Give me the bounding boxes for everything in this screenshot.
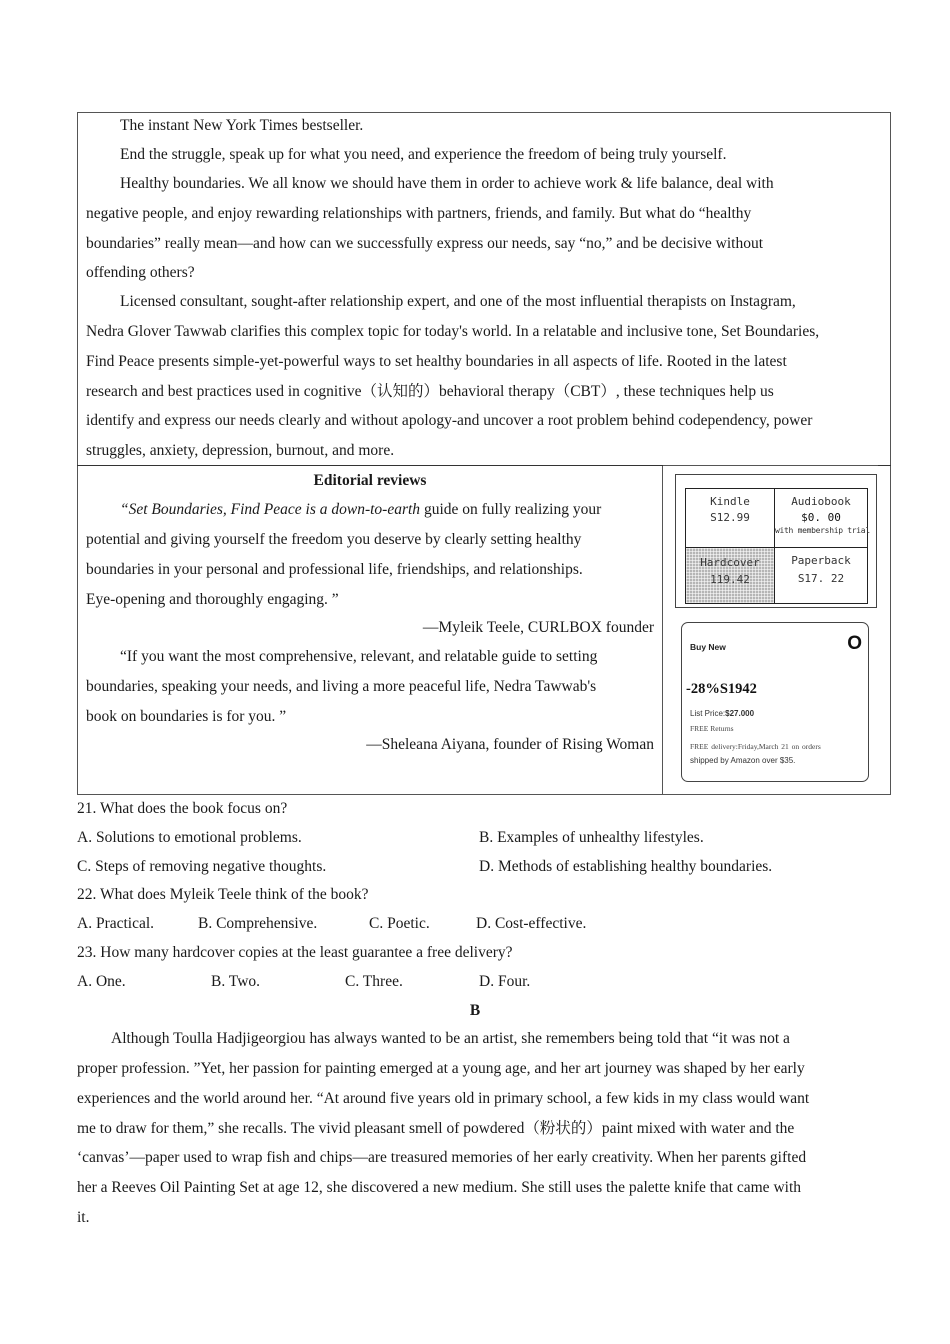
passage-line: ‘canvas’—paper used to wrap fish and chips—are treasured memories of her early creativity. When her parents gifted [77,1149,807,1166]
format-name: Audiobook [791,495,851,508]
format-audiobook[interactable] [775,489,870,548]
row-divider [878,465,891,466]
review-line: potential and giving yourself the freedom you deserve by clearly setting healthy [86,531,582,548]
passage-line: proper profession. ”Yet, her passion for painting emerged at a young age, and her art journey was shaped by her early [77,1060,805,1077]
passage-line: it. [77,1209,90,1226]
desc-line: struggles, anxiety, depression, burnout, and more. [86,442,395,459]
list-price-value: $27.000 [725,709,755,718]
desc-line: Healthy boundaries. We all know we should have them in order to achieve work & life balance, deal with [120,175,774,192]
desc-line: Licensed consultant, sought-after relationship expert, and one of the most influential therapists on Instagram, [120,293,796,310]
question-stem: 22. What does Myleik Teele think of the book? [77,886,369,903]
format-price: S17. 22 [797,572,845,585]
passage-heading: B [469,1002,481,1019]
review-line: “If you want the most comprehensive, relevant, and relatable guide to setting [120,648,598,665]
desc-line: Find Peace presents simple-yet-powerful ways to set healthy boundaries in all aspects of life. Rooted in the latest [86,353,787,370]
format-price: $0. 00 [801,511,841,524]
delivery-info: FREE delivery:Friday,March 21 on orders [690,742,821,751]
format-price: 119.42 [710,573,750,586]
list-price [690,709,754,718]
review-line: Eye-opening and thoroughly engaging. ” [86,591,339,608]
question-stem: 21. What does the book focus on? [77,800,288,817]
free-returns[interactable]: FREE Returns [690,724,734,733]
answer-option[interactable]: D. Cost-effective. [476,915,587,932]
discount-price: -28%S1942 [686,681,757,697]
review-line [120,500,601,520]
passage-line: experiences and the world around her. “At around five years old in primary school, a few kids in my class would want [77,1090,810,1107]
review-text: guide on fully realizing your [420,501,602,518]
answer-option[interactable]: B. Two. [211,973,261,990]
answer-option[interactable]: D. Methods of establishing healthy boundaries. [479,858,773,875]
desc-line: negative people, and enjoy rewarding relationships with partners, friends, and family. But what do “healthy [86,205,752,222]
buy-new-label: Buy New [690,642,726,652]
passage-line: Although Toulla Hadjigeorgiou has always wanted to be an artist, she remembers being told that “it was not a [111,1030,790,1047]
answer-option[interactable]: C. Steps of removing negative thoughts. [77,858,327,875]
passage-line: her a Reeves Oil Painting Set at age 12, she discovered a new medium. She still uses the palette knife that came with [77,1179,801,1196]
answer-option[interactable]: A. Solutions to emotional problems. [77,829,302,846]
answer-option[interactable]: B. Examples of unhealthy lifestyles. [479,829,704,846]
review-line: book on boundaries is for you. ” [86,708,287,725]
intro-line: End the struggle, speak up for what you need, and experience the freedom of being truly yourself. [120,146,727,163]
desc-line: identify and express our needs clearly and without apology-and uncover a root problem behind codependency, power [86,412,813,429]
format-paperback[interactable] [775,548,867,603]
format-note: with membership trial [775,526,870,535]
desc-line: research and best practices used in cognitive（认知的）behavioral therapy（CBT）, these techniques help us [86,383,774,400]
answer-option[interactable]: A. One. [77,973,126,990]
editorial-heading: Editorial reviews [313,472,427,489]
format-price-grid [675,474,877,608]
answer-option[interactable]: C. Three. [345,973,403,990]
answer-option[interactable]: D. Four. [479,973,531,990]
answer-option[interactable]: C. Poetic. [369,915,430,932]
row-divider [77,465,663,466]
format-price: S12.99 [710,511,750,524]
question-stem: 23. How many hardcover copies at the least guarantee a free delivery? [77,944,513,961]
answer-option[interactable]: B. Comprehensive. [198,915,318,932]
format-name: Paperback [791,554,851,567]
passage-line: me to draw for them,” she recalls. The vivid pleasant smell of powdered（粉状的）paint mixed with water and the [77,1120,795,1137]
desc-line: boundaries” really mean—and how can we successfully express our needs, say “no,” and be decisive without [86,235,764,252]
format-hardcover[interactable] [686,548,775,603]
list-price-label: List Price: [690,709,726,718]
review-attribution: —Myleik Teele, CURLBOX founder [422,619,654,636]
buy-new-card [681,622,869,782]
desc-line: Nedra Glover Tawwab clarifies this complex topic for today's world. In a relatable and inclusive tone, Set Boundaries, [86,323,820,340]
column-divider [662,466,663,795]
review-line: boundaries in your personal and professional life, friendships, and relationships. [86,561,583,578]
format-kindle[interactable] [686,489,775,548]
review-book-title: “Set Boundaries, Find Peace is a down-to-earth [120,501,421,518]
format-name: Kindle [710,495,750,508]
review-line: boundaries, speaking your needs, and living a more peaceful life, Nedra Tawwab's [86,678,597,695]
tagline: The instant New York Times bestseller. [120,117,364,134]
format-name: Hardcover [700,556,760,569]
answer-option[interactable]: A. Practical. [77,915,155,932]
radio-button-icon[interactable]: O [847,633,862,654]
delivery-info: shipped by Amazon over $35. [690,756,796,765]
review-attribution: —Sheleana Aiyana, founder of Rising Woman [366,736,654,753]
desc-line: offending others? [86,264,195,281]
